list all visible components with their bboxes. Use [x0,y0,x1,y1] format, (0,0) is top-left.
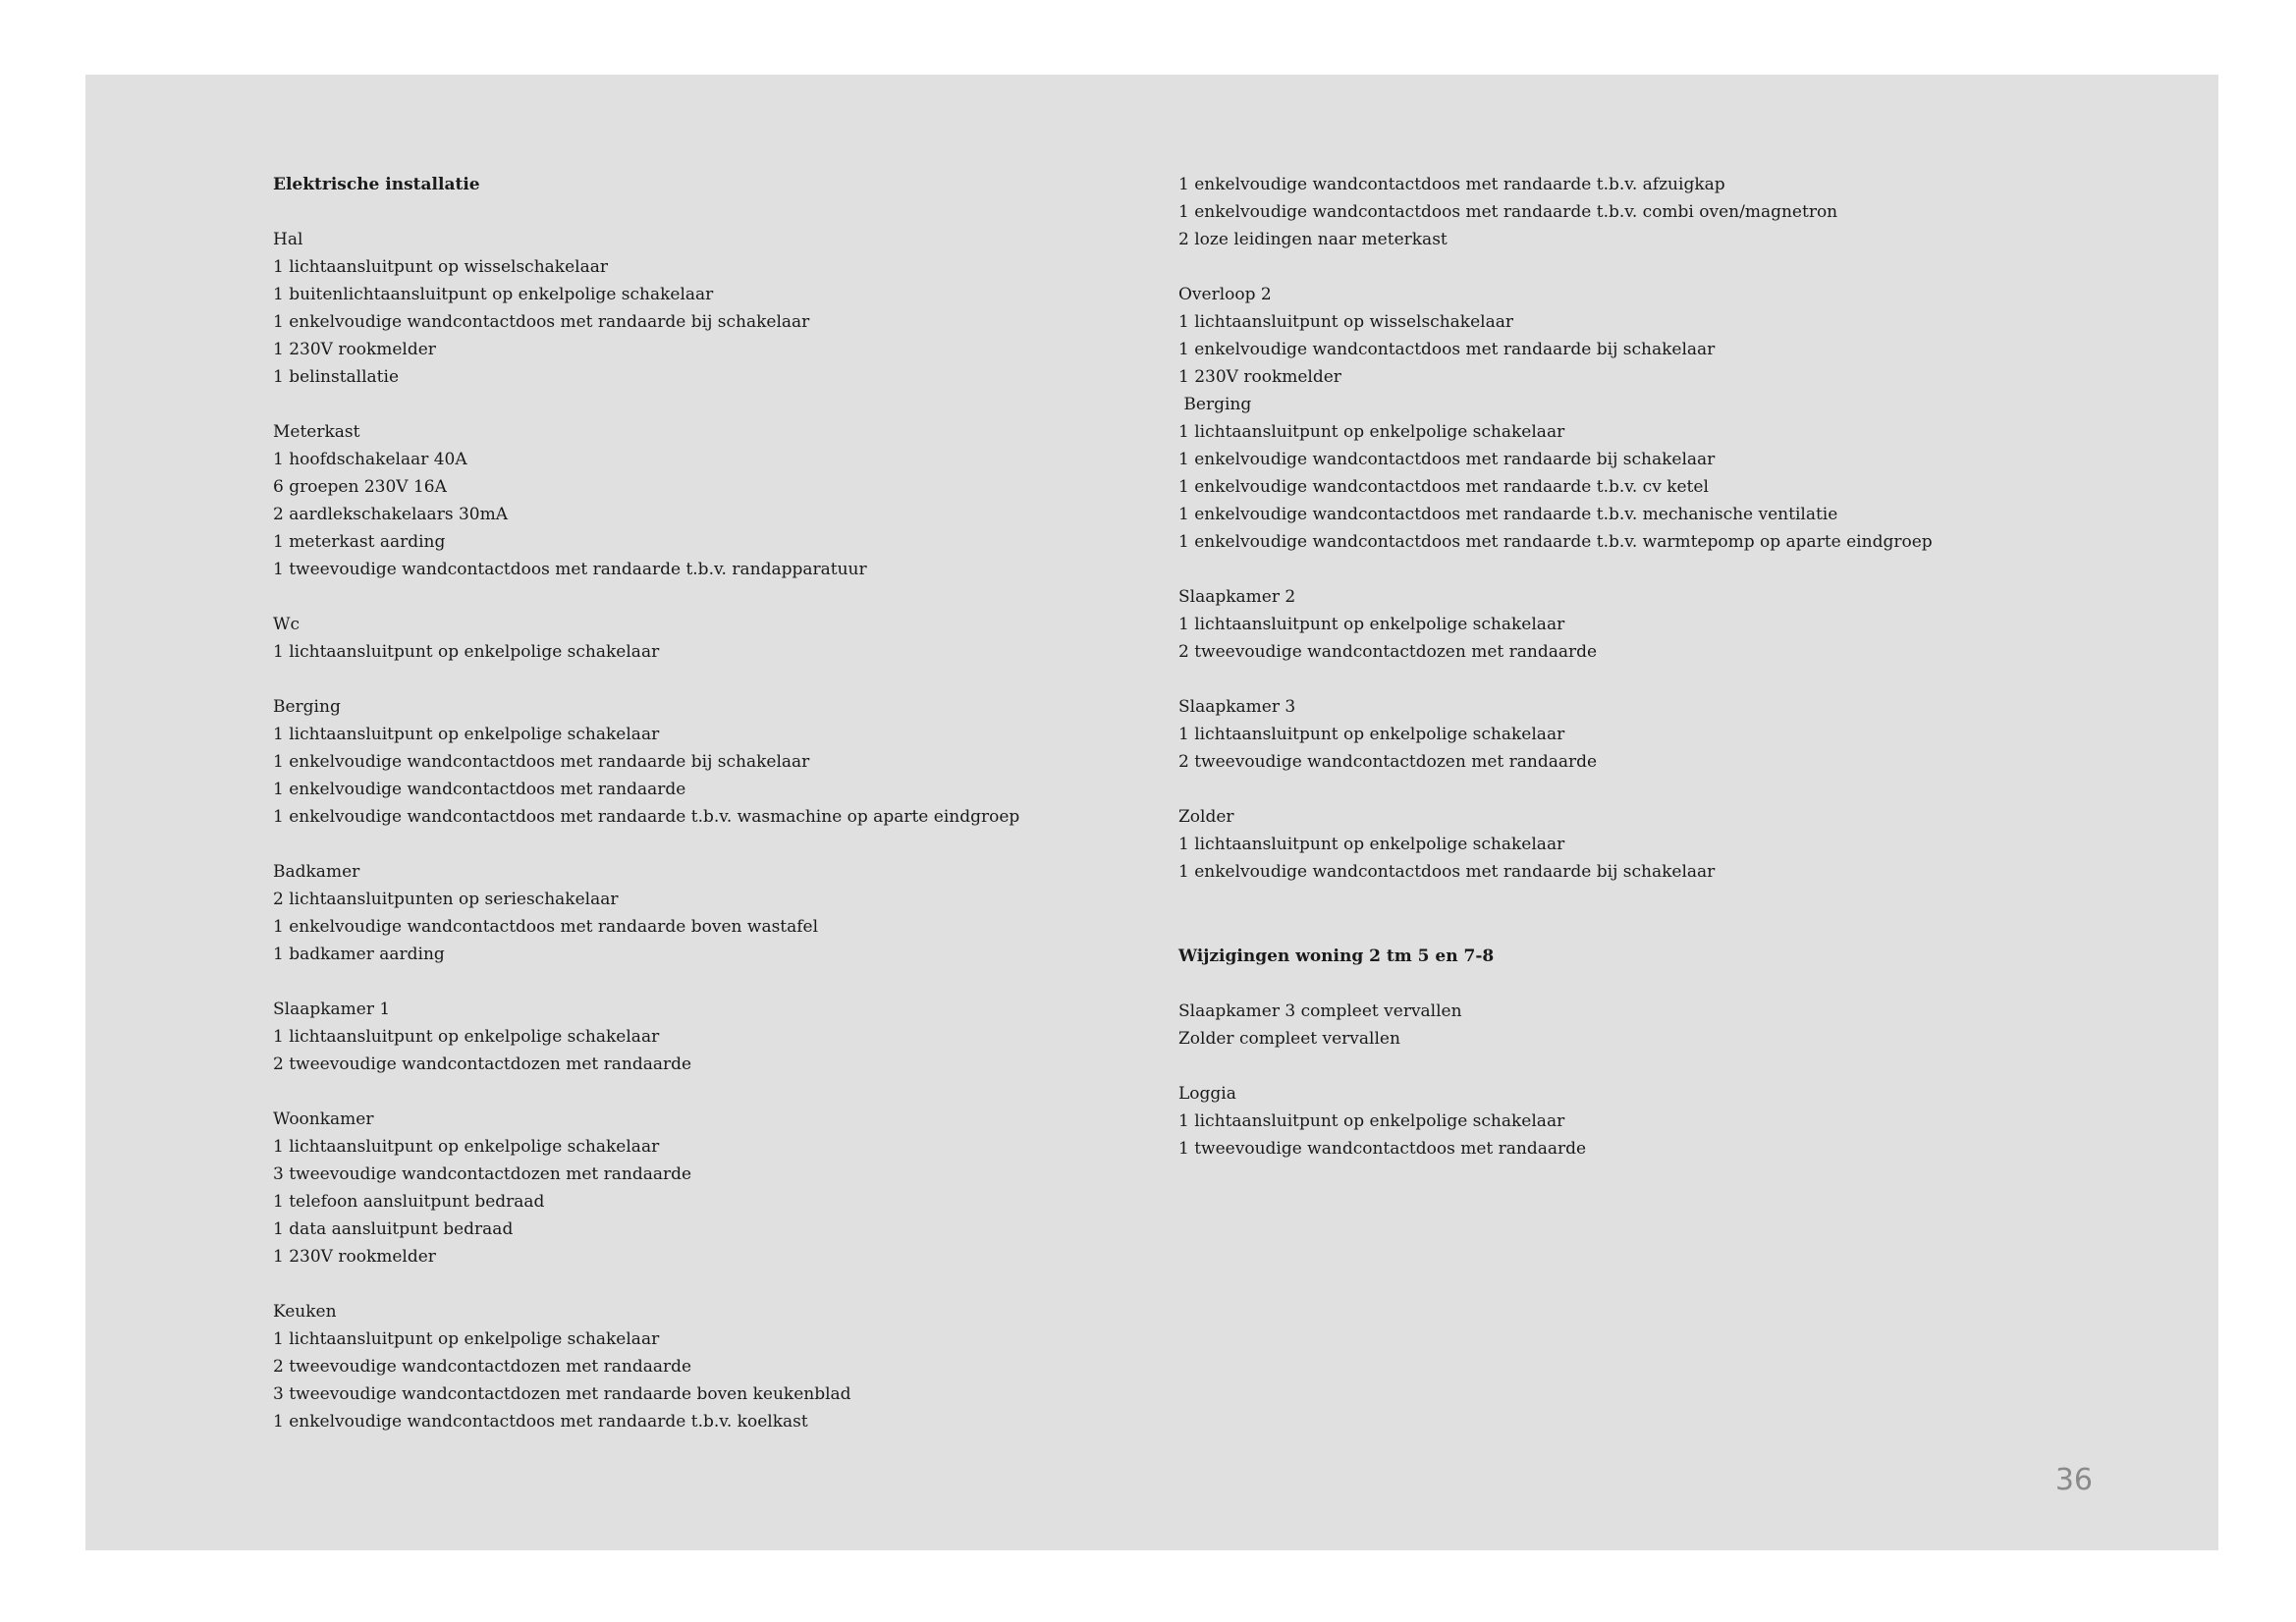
list-item: 1 230V rookmelder [273,1247,436,1267]
left-column [273,171,1137,1435]
list-item: 3 tweevoudige wandcontactdozen met randaarde [273,1164,692,1184]
room-heading-meterkast: Meterkast [273,422,360,442]
list-item: 1 enkelvoudige wandcontactdoos met randaarde bij schakelaar [1178,450,1716,469]
list-item: 2 tweevoudige wandcontactdozen met randaarde [1178,642,1598,662]
list-item: 1 lichtaansluitpunt op enkelpolige schakelaar [273,1137,660,1157]
list-item: 1 enkelvoudige wandcontactdoos met randaarde t.b.v. warmtepomp op aparte eindgroep [1178,532,1933,552]
list-item: 1 lichtaansluitpunt op enkelpolige schakelaar [1178,725,1565,744]
list-item: 1 enkelvoudige wandcontactdoos met randaarde bij schakelaar [1178,862,1716,882]
list-item: 2 loze leidingen naar meterkast [1178,230,1448,249]
list-item: 1 enkelvoudige wandcontactdoos met randaarde t.b.v. koelkast [273,1412,808,1432]
list-item: 1 telefoon aansluitpunt bedraad [273,1192,545,1212]
room-heading-badkamer: Badkamer [273,862,360,882]
room-heading-zolder: Zolder [1178,807,1234,827]
room-heading-woonkamer: Woonkamer [273,1109,374,1129]
list-item: 1 lichtaansluitpunt op enkelpolige schakelaar [1178,835,1565,854]
room-heading-slaapkamer-3: Slaapkamer 3 [1178,697,1296,717]
list-item: 1 enkelvoudige wandcontactdoos met randaarde bij schakelaar [273,312,810,332]
list-item: 1 lichtaansluitpunt op wisselschakelaar [273,257,608,277]
room-heading-berging: Berging [273,697,341,717]
list-item: 1 enkelvoudige wandcontactdoos met randaarde boven wastafel [273,917,819,937]
list-item: 2 tweevoudige wandcontactdozen met randaarde [273,1357,692,1377]
room-heading-slaapkamer-2: Slaapkamer 2 [1178,587,1296,607]
list-item: 1 lichtaansluitpunt op enkelpolige schakelaar [1178,1111,1565,1131]
room-heading-keuken: Keuken [273,1302,337,1322]
room-heading-wc: Wc [273,615,300,634]
list-item: 1 lichtaansluitpunt op enkelpolige schakelaar [1178,422,1565,442]
list-item: 1 lichtaansluitpunt op enkelpolige schakelaar [273,642,660,662]
list-item: 1 enkelvoudige wandcontactdoos met randaarde bij schakelaar [273,752,810,772]
section-title: Elektrische installatie [273,175,480,194]
list-item: 1 tweevoudige wandcontactdoos met randaarde t.b.v. randapparatuur [273,560,867,579]
room-heading-slaapkamer-1: Slaapkamer 1 [273,1000,391,1019]
list-item: 1 enkelvoudige wandcontactdoos met randaarde [273,780,686,799]
list-item: 2 tweevoudige wandcontactdozen met randaarde [1178,752,1598,772]
list-item: 1 lichtaansluitpunt op enkelpolige schakelaar [1178,615,1565,634]
room-heading-overloop-2: Overloop 2 [1178,285,1272,304]
list-item: 6 groepen 230V 16A [273,477,447,497]
changes-title: Wijzigingen woning 2 tm 5 en 7-8 [1178,946,1495,966]
list-item: 1 lichtaansluitpunt op enkelpolige schakelaar [273,1027,660,1047]
list-item: Zolder compleet vervallen [1178,1029,1400,1049]
list-item: 2 aardlekschakelaars 30mA [273,505,508,524]
list-item: 1 lichtaansluitpunt op enkelpolige schakelaar [273,1329,660,1349]
room-heading-hal: Hal [273,230,303,249]
list-item: 1 buitenlichtaansluitpunt op enkelpolige schakelaar [273,285,714,304]
list-item: 3 tweevoudige wandcontactdozen met randaarde boven keukenblad [273,1384,851,1404]
list-item: 1 lichtaansluitpunt op wisselschakelaar [1178,312,1513,332]
right-column [1178,171,2141,1162]
list-item: 1 badkamer aarding [273,945,445,964]
room-heading-berging-2: Berging [1178,395,1252,414]
list-item: 1 enkelvoudige wandcontactdoos met randaarde t.b.v. afzuigkap [1178,175,1725,194]
list-item: 1 enkelvoudige wandcontactdoos met randaarde bij schakelaar [1178,340,1716,359]
list-item: 1 lichtaansluitpunt op enkelpolige schakelaar [273,725,660,744]
list-item: 1 230V rookmelder [273,340,436,359]
list-item: 1 enkelvoudige wandcontactdoos met randaarde t.b.v. wasmachine op aparte eindgroep [273,807,1020,827]
list-item: 2 tweevoudige wandcontactdozen met randaarde [273,1054,692,1074]
list-item: 1 enkelvoudige wandcontactdoos met randaarde t.b.v. mechanische ventilatie [1178,505,1838,524]
list-item: 2 lichtaansluitpunten op serieschakelaar [273,890,619,909]
list-item: 1 enkelvoudige wandcontactdoos met randaarde t.b.v. combi oven/magnetron [1178,202,1838,222]
list-item: 1 hoofdschakelaar 40A [273,450,467,469]
document-page [85,75,2218,1550]
room-heading-loggia: Loggia [1178,1084,1236,1104]
list-item: 1 enkelvoudige wandcontactdoos met randaarde t.b.v. cv ketel [1178,477,1709,497]
page-number: 36 [2054,1463,2093,1497]
list-item: 1 meterkast aarding [273,532,446,552]
list-item: Slaapkamer 3 compleet vervallen [1178,1001,1462,1021]
list-item: 1 data aansluitpunt bedraad [273,1219,514,1239]
list-item: 1 tweevoudige wandcontactdoos met randaarde [1178,1139,1587,1159]
list-item: 1 230V rookmelder [1178,367,1341,387]
list-item: 1 belinstallatie [273,367,400,387]
